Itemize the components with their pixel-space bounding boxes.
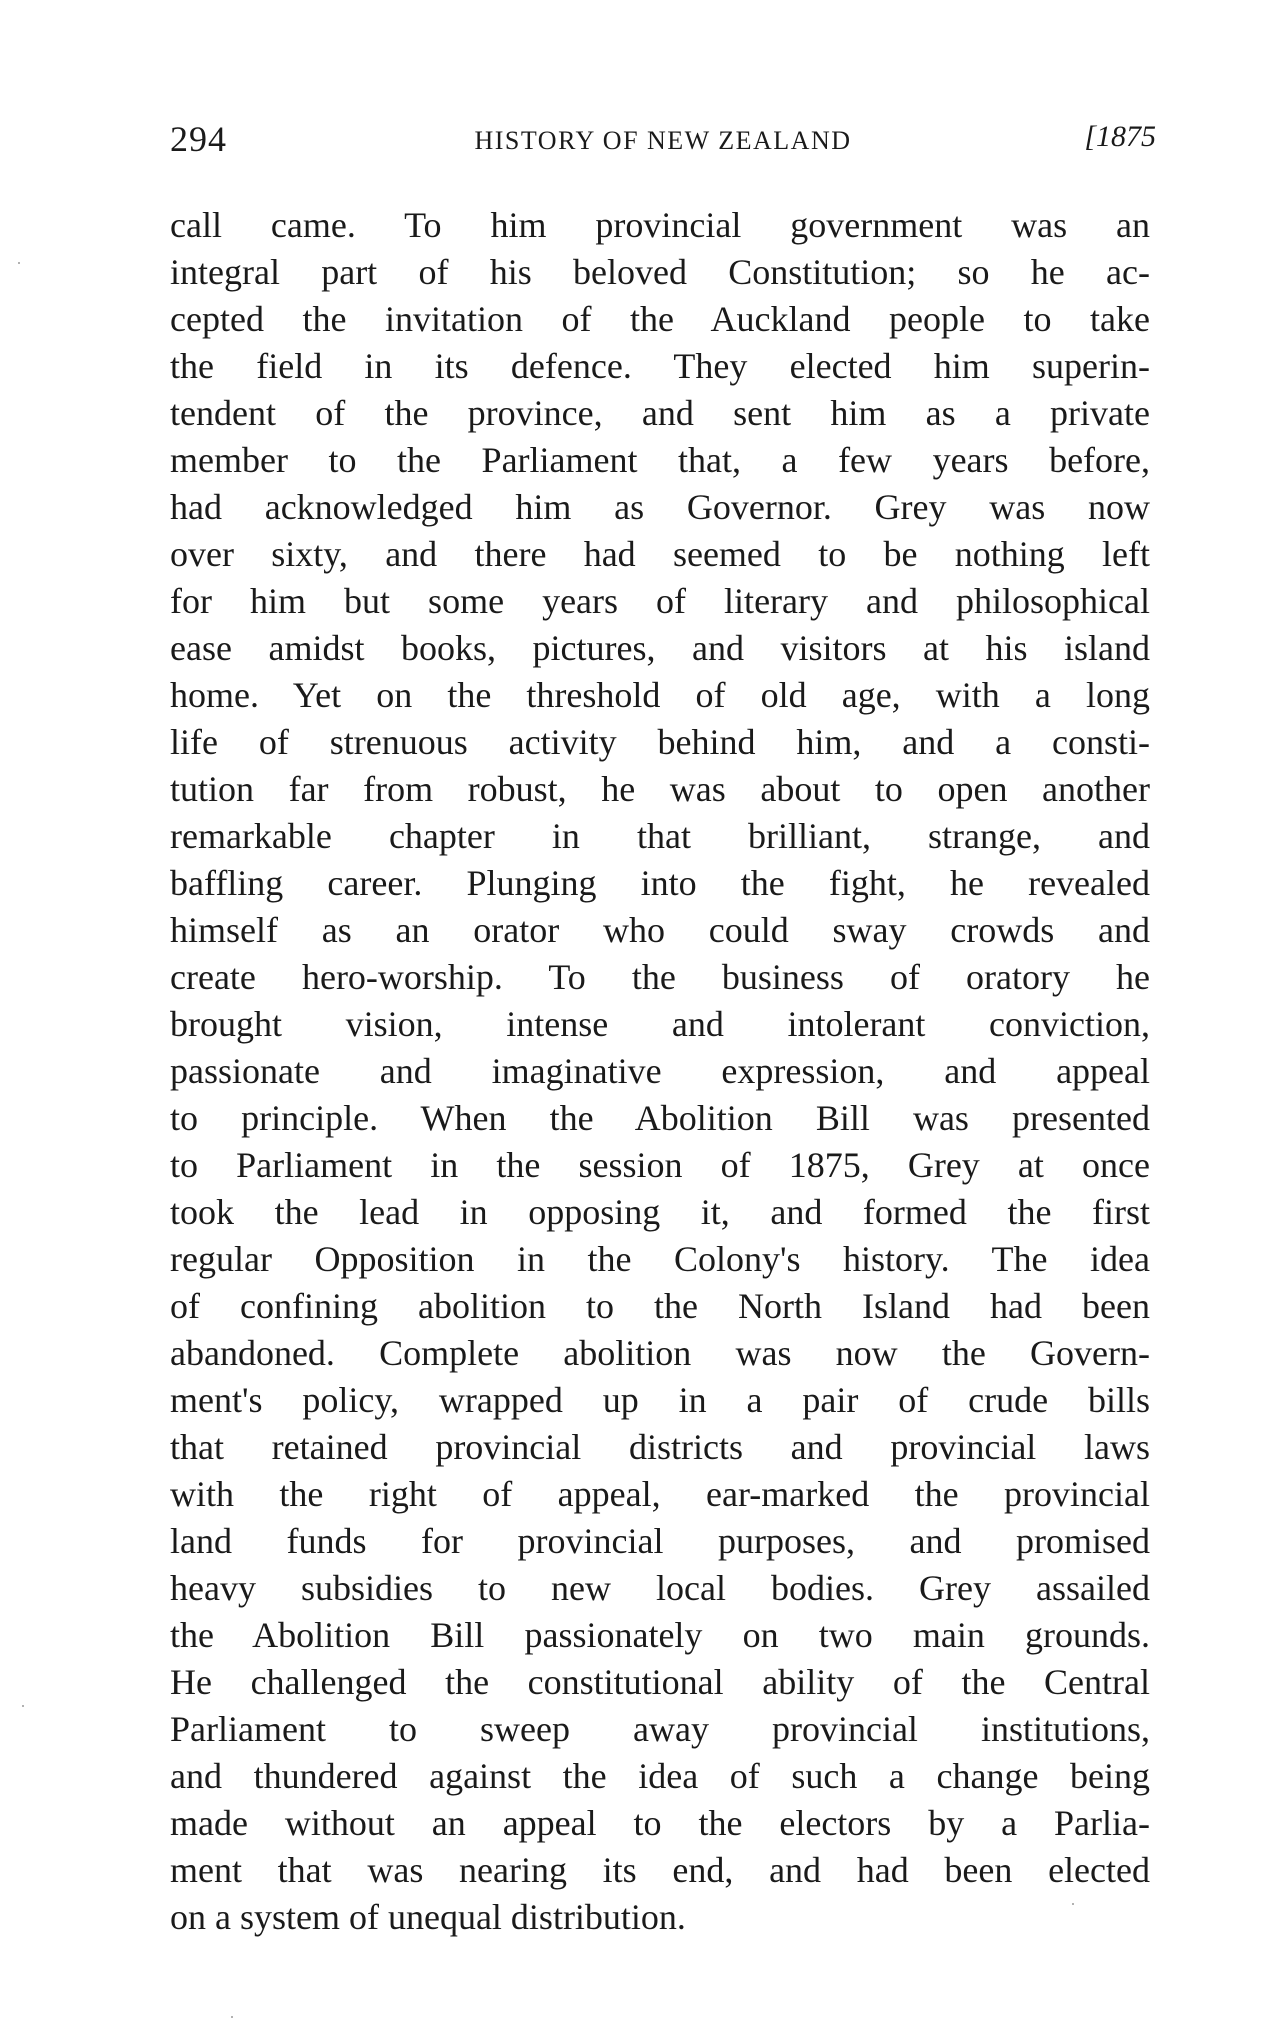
text-line: integral part of his beloved Constitution; so he ac-	[170, 252, 1150, 292]
text-line: ment's policy, wrapped up in a pair of crude bills	[170, 1380, 1150, 1420]
text-line: call came. To him provincial government was an	[170, 205, 1150, 245]
text-line: of confining abolition to the North Island had been	[170, 1286, 1150, 1326]
year-marker: [1875	[1084, 120, 1156, 153]
paper-speck	[1072, 1903, 1074, 1905]
text-line: heavy subsidies to new local bodies. Grey assailed	[170, 1568, 1150, 1608]
text-line: that retained provincial districts and provincial laws	[170, 1427, 1150, 1467]
text-line: the field in its defence. They elected him superin-	[170, 346, 1150, 386]
running-title: HISTORY OF NEW ZEALAND	[474, 126, 852, 155]
text-line: made without an appeal to the electors by a Parlia-	[170, 1803, 1150, 1843]
text-line: and thundered against the idea of such a change being	[170, 1756, 1150, 1796]
text-line: land funds for provincial purposes, and promised	[170, 1521, 1150, 1561]
text-line: Parliament to sweep away provincial institutions,	[170, 1709, 1150, 1749]
text-line: brought vision, intense and intolerant conviction,	[170, 1004, 1150, 1044]
running-head	[170, 118, 1156, 168]
text-line: ease amidst books, pictures, and visitors at his island	[170, 628, 1150, 668]
text-line: himself as an orator who could sway crowds and	[170, 910, 1150, 950]
text-line: remarkable chapter in that brilliant, strange, and	[170, 816, 1150, 856]
paper-speck	[231, 2016, 233, 2018]
text-line: regular Opposition in the Colony's history. The idea	[170, 1239, 1150, 1279]
paper-speck	[22, 1705, 24, 1707]
text-line: over sixty, and there had seemed to be nothing left	[170, 534, 1150, 574]
text-line: tendent of the province, and sent him as a private	[170, 393, 1150, 433]
text-line: cepted the invitation of the Auckland people to take	[170, 299, 1150, 339]
text-line: took the lead in opposing it, and formed the first	[170, 1192, 1150, 1232]
text-line: with the right of appeal, ear-marked the provincial	[170, 1474, 1150, 1514]
body-paragraph	[170, 202, 1150, 1941]
text-line: to principle. When the Abolition Bill was presented	[170, 1098, 1150, 1138]
page-number: 294	[170, 119, 227, 159]
text-line: create hero-worship. To the business of oratory he	[170, 957, 1150, 997]
paper-speck	[18, 262, 20, 264]
text-line: baffling career. Plunging into the fight, he revealed	[170, 863, 1150, 903]
text-line: tution far from robust, he was about to open another	[170, 769, 1150, 809]
text-line: abandoned. Complete abolition was now the Govern-	[170, 1333, 1150, 1373]
text-line: life of strenuous activity behind him, and a consti-	[170, 722, 1150, 762]
text-line: passionate and imaginative expression, and appeal	[170, 1051, 1150, 1091]
text-line: had acknowledged him as Governor. Grey was now	[170, 487, 1150, 527]
text-line: ment that was nearing its end, and had been elected	[170, 1850, 1150, 1890]
text-line: on a system of unequal distribution.	[170, 1897, 686, 1937]
text-line: He challenged the constitutional ability of the Central	[170, 1662, 1150, 1702]
text-line: to Parliament in the session of 1875, Grey at once	[170, 1145, 1150, 1185]
text-line: for him but some years of literary and philosophical	[170, 581, 1150, 621]
text-line: home. Yet on the threshold of old age, with a long	[170, 675, 1150, 715]
text-line: the Abolition Bill passionately on two main grounds.	[170, 1615, 1150, 1655]
text-line: member to the Parliament that, a few years before,	[170, 440, 1150, 480]
